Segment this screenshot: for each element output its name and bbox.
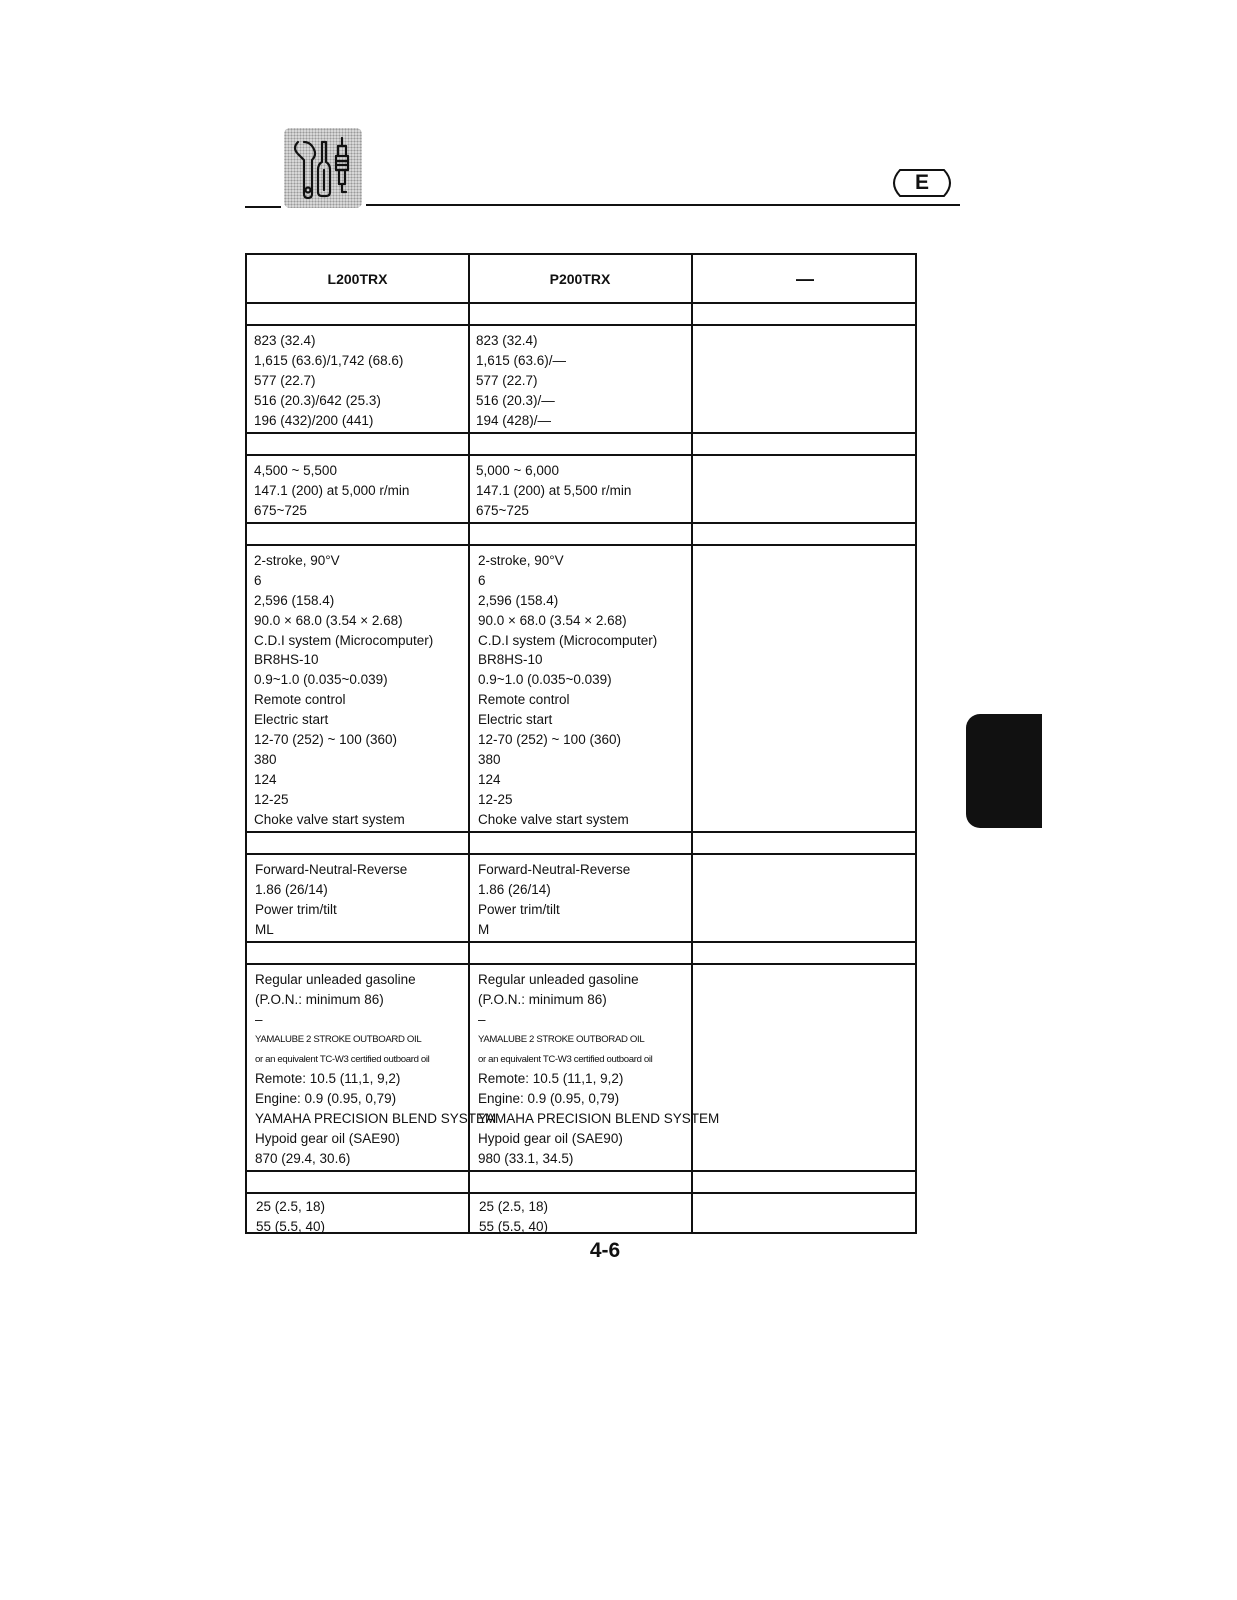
row-divider <box>247 853 915 855</box>
row-divider <box>247 831 915 833</box>
fuel-oil-p200trx: Regular unleaded gasoline (P.O.N.: minimum 86) – YAMALUBE 2 STROKE OUTBORAD OIL or an equivalent TC-W3 certified outboard oil Remote: 10.5 (11,1, 9,2) Engine: 0.9 (0.95, 0,79) YAMAHA PRECISION BLEND SYSTEM Hypoid gear oil (SAE90) 980 (33.1, 34.5) <box>478 972 720 1167</box>
power-unit-l200trx: 2-stroke, 90°V 6 2,596 (158.4) 90.0 × 68.0 (3.54 × 2.68) C.D.I system (Microcomputer) BR8HS-10 0.9~1.0 (0.035~0.039) Remote control Electric start 12-70 (252) ~ 100 (360) 380 124 12-25 Choke valve start system <box>254 553 434 827</box>
row-divider <box>247 963 915 965</box>
row-divider <box>247 302 915 304</box>
column-header-l200trx: L200TRX <box>327 271 388 287</box>
row-divider <box>247 941 915 943</box>
torque-p200trx: 25 (2.5, 18) 55 (5.5, 40) <box>479 1199 549 1234</box>
fuel-oil-l200trx: Regular unleaded gasoline (P.O.N.: minimum 86) – YAMALUBE 2 STROKE OUTBOARD OIL or an equivalent TC-W3 certified outboard oil Remote: 10.5 (11,1, 9,2) Engine: 0.9 (0.95, 0,79) YAMAHA PRECISION BLEND SYSTEM Hypoid gear oil (SAE90) 870 (29.4, 30.6) <box>255 972 497 1167</box>
language-code: E <box>914 171 929 194</box>
performance-l200trx: 4,500 ~ 5,500 147.1 (200) at 5,000 r/min 675~725 <box>254 463 410 518</box>
dimensions-l200trx: 823 (32.4) 1,615 (63.6)/1,742 (68.6) 577 (22.7) 516 (20.3)/642 (25.3) 196 (432)/200 (441) <box>254 333 404 428</box>
row-divider <box>247 1192 915 1194</box>
row-divider <box>247 544 915 546</box>
row-divider <box>247 1170 915 1172</box>
drive-unit-p200trx: Forward-Neutral-Reverse 1.86 (26/14) Power trim/tilt M <box>478 862 631 937</box>
tools-spark-plug-icon <box>284 128 362 208</box>
header-rule <box>366 204 960 206</box>
header-rule-left <box>245 206 281 208</box>
drive-unit-l200trx: Forward-Neutral-Reverse 1.86 (26/14) Power trim/tilt ML <box>255 862 408 937</box>
row-divider <box>247 454 915 456</box>
torque-l200trx: 25 (2.5, 18) 55 (5.5, 40) <box>256 1199 326 1234</box>
row-divider <box>247 522 915 524</box>
row-divider <box>247 432 915 434</box>
page-number: 4-6 <box>589 1239 621 1262</box>
power-unit-p200trx: 2-stroke, 90°V 6 2,596 (158.4) 90.0 × 68.0 (3.54 × 2.68) C.D.I system (Microcomputer) BR8HS-10 0.9~1.0 (0.035~0.039) Remote control Electric start 12-70 (252) ~ 100 (360) 380 124 12-25 Choke valve start system <box>478 553 658 827</box>
language-badge <box>886 168 958 198</box>
row-divider <box>247 324 915 326</box>
performance-p200trx: 5,000 ~ 6,000 147.1 (200) at 5,500 r/min 675~725 <box>476 463 632 518</box>
dimensions-p200trx: 823 (32.4) 1,615 (63.6)/— 577 (22.7) 516 (20.3)/— 194 (428)/— <box>476 333 567 428</box>
column-header-p200trx: P200TRX <box>549 271 611 287</box>
column-header-dash: — <box>796 269 814 289</box>
specification-table <box>245 253 917 1234</box>
chapter-side-tab <box>966 714 1042 828</box>
